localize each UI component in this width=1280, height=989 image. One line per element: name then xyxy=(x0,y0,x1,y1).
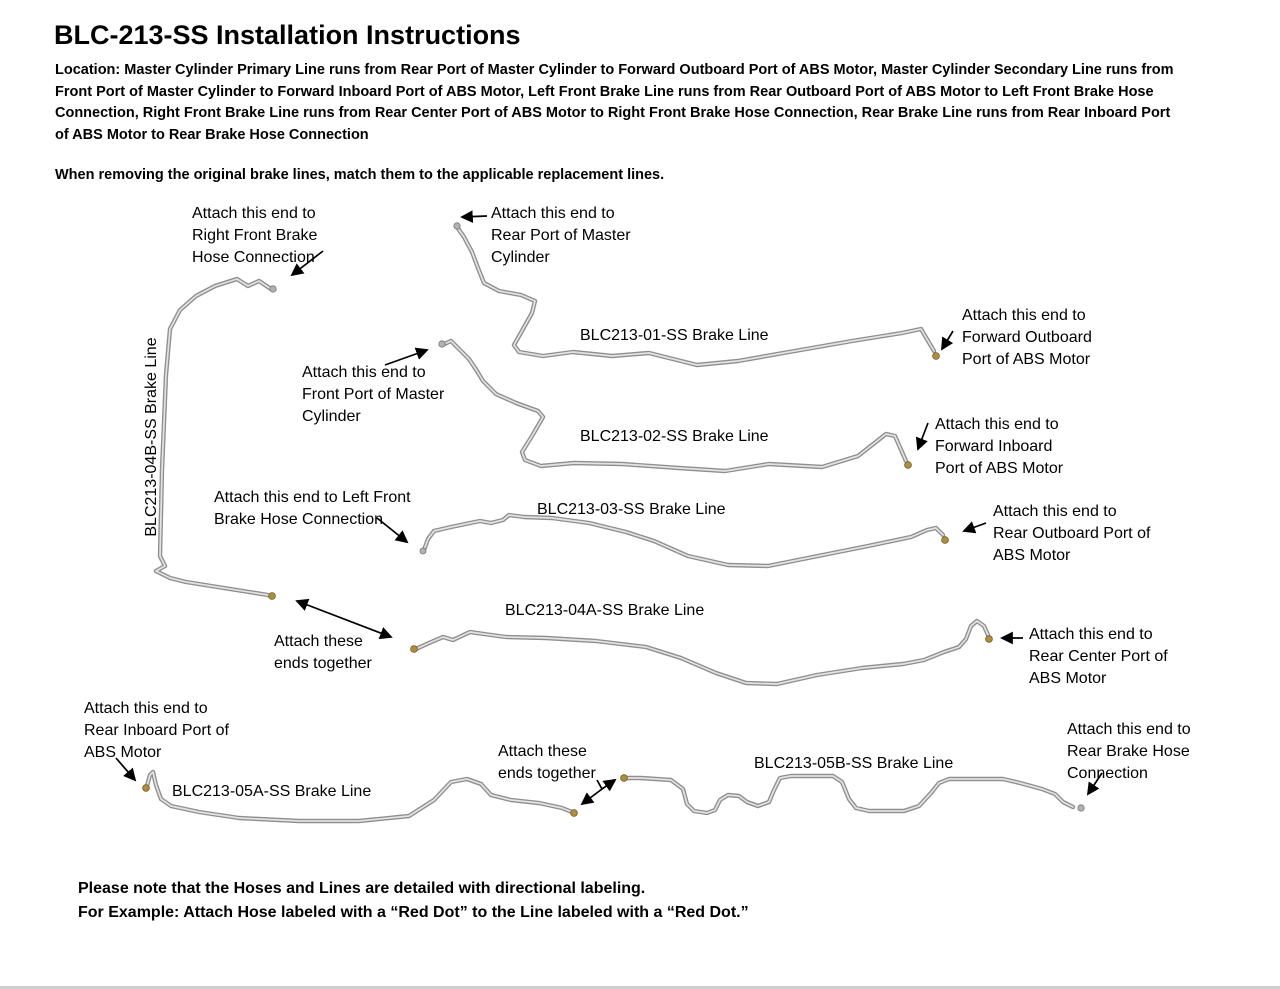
annotation-line: ABS Motor xyxy=(84,744,162,761)
fitting-02-right xyxy=(905,462,912,469)
annotation-line: Attach these xyxy=(274,633,363,650)
annotation-left-front-hose xyxy=(214,487,411,531)
annotation-front-port-mc xyxy=(302,362,444,428)
fitting-04a-right xyxy=(986,636,993,643)
annotation-line: Attach these xyxy=(498,743,587,760)
annotation-line: Attach this end to xyxy=(192,205,316,222)
annotation-line: Attach this end to xyxy=(491,205,615,222)
annotation-rear-port-mc xyxy=(491,203,631,269)
arrow-forward-outboard xyxy=(942,331,953,349)
annotation-line: Attach this end to Left Front xyxy=(214,489,411,506)
annotation-forward-outboard xyxy=(962,305,1092,371)
footer-note-line1: Please note that the Hoses and Lines are detailed with directional labeling. xyxy=(78,880,646,897)
fitting-05a-right xyxy=(571,810,578,817)
annotation-line: ends together xyxy=(274,655,372,672)
annotation-line: Connection xyxy=(1067,765,1148,782)
blc213-05b-line xyxy=(625,776,1073,813)
blc213-03-line xyxy=(424,515,943,566)
fitting-02-left xyxy=(439,341,445,347)
annotation-line: Attach this end to xyxy=(84,700,208,717)
annotation-line: Attach this end to xyxy=(962,307,1086,324)
fitting-04b-bottom xyxy=(269,593,276,600)
annotation-ends-together-top xyxy=(274,631,372,675)
location-paragraph: Location: Master Cylinder Primary Line runs from Rear Port of Master Cylinder to Forward Outboard Port of ABS Motor, Master Cylinder Secondary Line runs from Front Port of Master Cylinder to Forward Inboard Port of ABS Motor, Left Front Brake Line runs from Rear Outboard Port of ABS Motor to Left Front Brake Hose Connection, Right Front Brake Line runs from Rear Center Port of ABS Motor to Right Front Brake Hose Connection, Rear Brake Line runs from Rear Inboard Port of ABS Motor to Rear Brake Hose Connection xyxy=(55,62,1174,143)
arrow-rear-port-mc xyxy=(462,216,487,217)
annotation-line: Attach this end to xyxy=(935,416,1059,433)
fitting-04a-left xyxy=(411,646,418,653)
annotation-right-front-hose xyxy=(192,203,317,269)
annotation-line: Attach this end to xyxy=(993,503,1117,520)
blc213-04a-line xyxy=(416,621,988,684)
fitting-05b-left xyxy=(621,775,628,782)
annotation-line: Rear Center Port of xyxy=(1029,648,1168,665)
label-blc213-05a: BLC213-05A-SS Brake Line xyxy=(172,783,372,800)
label-blc213-04a: BLC213-04A-SS Brake Line xyxy=(505,602,705,619)
annotation-line: ends together xyxy=(498,765,596,782)
label-blc213-02: BLC213-02-SS Brake Line xyxy=(580,428,769,445)
fitting-01-left xyxy=(454,223,460,229)
annotation-line: Brake Hose Connection xyxy=(214,511,383,528)
label-blc213-01: BLC213-01-SS Brake Line xyxy=(580,327,769,344)
annotation-line: Attach this end to xyxy=(302,364,426,381)
annotation-line: Forward Outboard xyxy=(962,329,1092,346)
blc213-04b-line xyxy=(156,279,271,595)
annotation-rear-inboard xyxy=(84,698,229,764)
annotation-rear-brake-hose xyxy=(1067,719,1191,785)
annotation-line: Attach this end to xyxy=(1029,626,1153,643)
label-blc213-03: BLC213-03-SS Brake Line xyxy=(537,501,726,518)
annotation-line: Rear Inboard Port of xyxy=(84,722,229,739)
annotation-line: Rear Brake Hose xyxy=(1067,743,1190,760)
annotation-line: ABS Motor xyxy=(1029,670,1107,687)
fitting-05a-left xyxy=(143,785,150,792)
fitting-03-left xyxy=(420,548,426,554)
label-blc213-04b: BLC213-04B-SS Brake Line xyxy=(143,337,160,537)
annotation-line: Forward Inboard xyxy=(935,438,1053,455)
annotation-line: ABS Motor xyxy=(993,547,1071,564)
annotation-line: Front Port of Master xyxy=(302,386,445,403)
annotation-line: Port of ABS Motor xyxy=(935,460,1064,477)
match-note: When removing the original brake lines, match them to the applicable replacement lines. xyxy=(55,167,665,183)
annotation-forward-inboard xyxy=(935,414,1063,480)
annotation-line: Rear Outboard Port of xyxy=(993,525,1151,542)
annotation-rear-outboard xyxy=(993,501,1150,567)
annotation-ends-together-bottom xyxy=(498,741,596,785)
annotation-line: Port of ABS Motor xyxy=(962,351,1091,368)
annotation-line: Hose Connection xyxy=(192,249,315,266)
annotation-line: Cylinder xyxy=(302,408,361,425)
arrow-forward-inboard xyxy=(918,423,928,449)
page-title: BLC-213-SS Installation Instructions xyxy=(54,20,521,50)
annotation-rear-center xyxy=(1029,624,1168,690)
arrow-rear-outboard xyxy=(964,523,986,531)
annotation-line: Cylinder xyxy=(491,249,550,266)
annotation-line: Right Front Brake xyxy=(192,227,318,244)
footer-note-line2: For Example: Attach Hose labeled with a “Red Dot” to the Line labeled with a “Red Dot.” xyxy=(78,903,749,921)
fitting-03-right xyxy=(942,537,949,544)
arrow-ends-together-bottom-right xyxy=(602,780,615,789)
footer-note xyxy=(78,877,749,924)
annotation-line: Rear Port of Master xyxy=(491,227,631,244)
fitting-04b-top xyxy=(270,286,276,292)
fitting-05b-right xyxy=(1078,805,1084,811)
annotation-line: Attach this end to xyxy=(1067,721,1191,738)
label-blc213-05b: BLC213-05B-SS Brake Line xyxy=(754,755,954,772)
fitting-01-right xyxy=(933,353,940,360)
